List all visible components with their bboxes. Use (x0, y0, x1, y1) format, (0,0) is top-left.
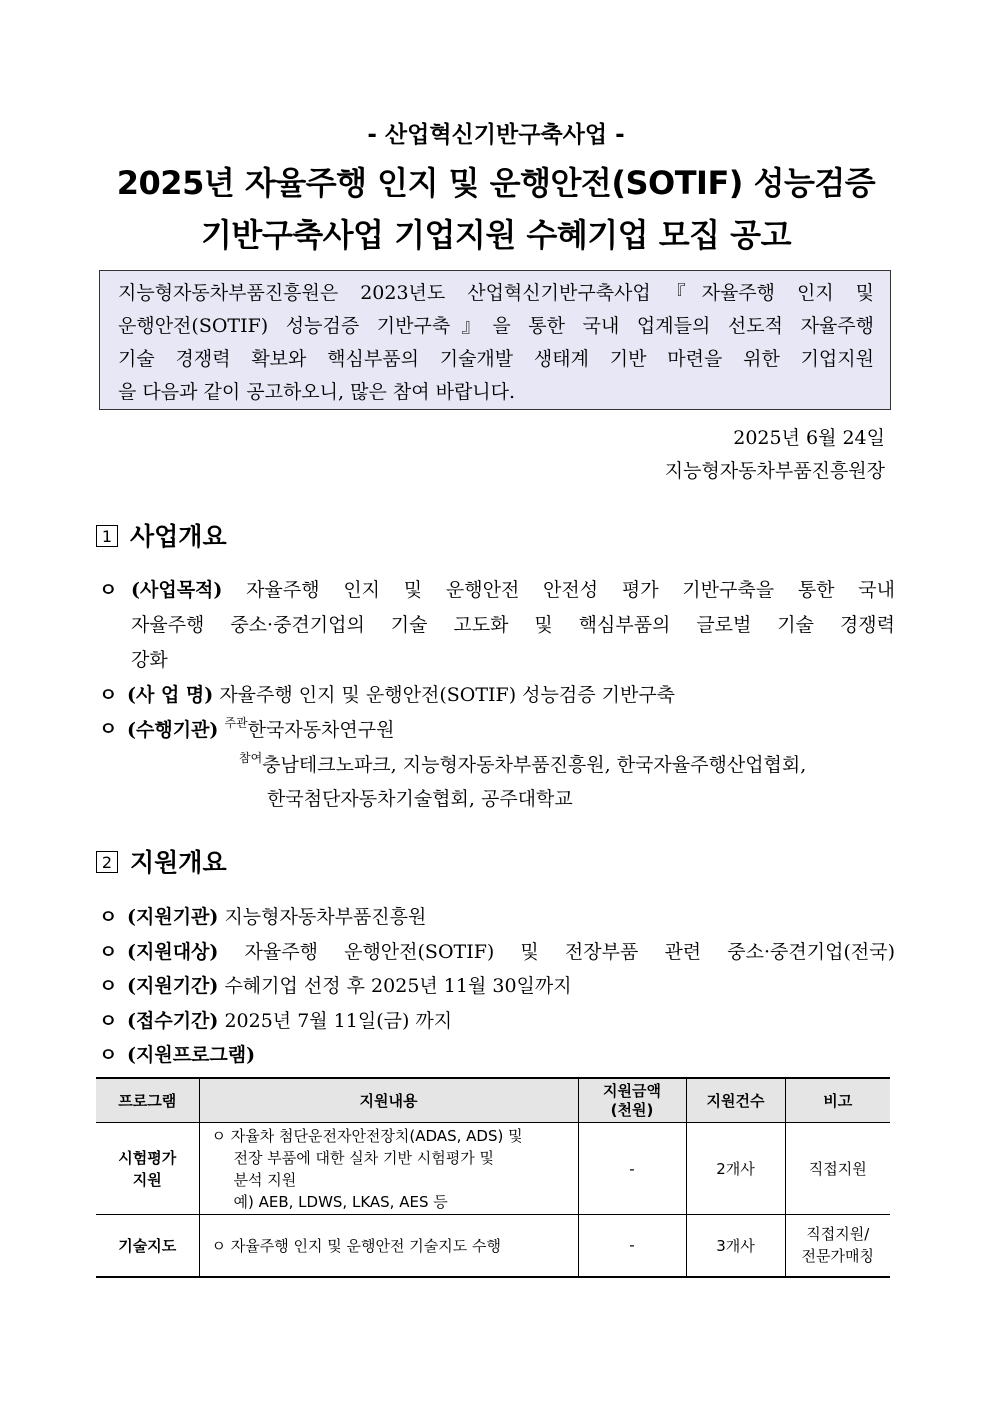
description-line: 예) AEB, LDWS, LKAS, AES 등 (233, 1192, 448, 1211)
cell-note (785, 1215, 890, 1277)
cell-note: 직접지원 (785, 1123, 890, 1215)
section-title: 사업개요 (130, 522, 227, 551)
note-line: 직접지원/ (806, 1225, 870, 1244)
intro-box (99, 270, 891, 410)
document-subtitle: - 산업혁신기반구축사업 - (367, 122, 625, 148)
purpose-line1 (131, 575, 895, 602)
participant-orgs-line1 (239, 749, 806, 777)
support-agency-row (127, 902, 426, 929)
issuer-name: 지능형자동차부품진흥원장 (664, 460, 885, 482)
executing-org-row (127, 714, 394, 742)
section-number: 1 (96, 525, 118, 547)
header-note: 비고 (785, 1078, 890, 1123)
header-amount-line: 지원금액 (603, 1081, 661, 1100)
support-program-label: (지원프로그램) (127, 1044, 256, 1066)
cell-program: 기술지도 (96, 1215, 199, 1277)
section-title: 지원개요 (130, 848, 227, 877)
support-target-label: (지원대상) (127, 941, 219, 963)
purpose-line3: 강화 (131, 649, 168, 671)
intro-line: 을 다음과 같이 공고하오니, 많은 참여 바랍니다. (118, 381, 516, 403)
bullet-icon: ㅇ (99, 906, 118, 928)
support-period-row (127, 971, 572, 998)
section-heading-2 (96, 843, 227, 879)
bullet-icon: ㅇ (99, 941, 118, 963)
bullet-icon: ㅇ (99, 975, 118, 997)
support-program-row (127, 1040, 255, 1067)
participant-orgs: 충남테크노파크, 지능형자동차부품진흥원, 한국자율주행산업협회, (262, 754, 807, 776)
lead-org-tag: 주관 (224, 716, 248, 730)
cell-description (199, 1123, 578, 1215)
support-agency-value: 지능형자동차부품진흥원 (224, 906, 427, 928)
support-target-row (127, 937, 895, 964)
header-count: 지원건수 (686, 1078, 785, 1123)
cell-count: 2개사 (686, 1123, 785, 1215)
document-title-line2: 기반구축사업 기업지원 수혜기업 모집 공고 (201, 216, 791, 254)
header-amount-line: (천원) (610, 1100, 654, 1119)
cell-program (96, 1123, 199, 1215)
executing-org-label: (수행기관) (127, 719, 219, 741)
bullet-icon: ㅇ (99, 1044, 118, 1066)
description-line: ㅇ 자율주행 인지 및 운행안전 기술지도 수행 (211, 1236, 501, 1255)
application-period-row (127, 1006, 452, 1033)
section-heading-1 (96, 517, 227, 553)
purpose-line2: 자율주행 중소·중견기업의 기술 고도화 및 핵심부품의 글로벌 기술 경쟁력 (131, 614, 895, 636)
announcement-date: 2025년 6월 24일 (733, 427, 885, 449)
bullet-icon: ㅇ (99, 684, 118, 706)
support-period-value: 수혜기업 선정 후 2025년 11월 30일까지 (224, 975, 572, 997)
program-name-line: 시험평가 (118, 1148, 177, 1167)
bullet-icon: ㅇ (99, 579, 118, 601)
support-target-value: 자율주행 운행안전(SOTIF) 및 전장부품 관련 중소·중견기업(전국) (244, 941, 895, 963)
intro-line: 기술 경쟁력 확보와 핵심부품의 기술개발 생태계 기반 마련을 위한 기업지원 (118, 348, 874, 370)
cell-count: 3개사 (686, 1215, 785, 1277)
purpose-label: (사업목적) (131, 579, 223, 601)
application-period-value: 2025년 7월 11일(금) 까지 (224, 1010, 453, 1032)
description-line: 전장 부품에 대한 실차 기반 시험평가 및 (233, 1148, 494, 1167)
support-period-label: (지원기간) (127, 975, 219, 997)
header-amount (578, 1078, 686, 1123)
document-title-line1: 2025년 자율주행 인지 및 운행안전(SOTIF) 성능검증 (116, 164, 876, 202)
participant-orgs-line2: 한국첨단자동차기술협회, 공주대학교 (267, 788, 573, 810)
project-name-row (127, 680, 675, 707)
cell-amount: - (578, 1215, 686, 1277)
note-line: 전문가매칭 (801, 1247, 874, 1266)
description-line: 분석 지원 (233, 1170, 297, 1189)
bullet-icon: ㅇ (99, 1010, 118, 1032)
project-name-label: (사 업 명) (127, 684, 214, 706)
cell-amount: - (578, 1123, 686, 1215)
section-number: 2 (96, 851, 118, 873)
table-header-row (96, 1078, 890, 1123)
description-line: ㅇ 자율차 첨단운전자안전장치(ADAS, ADS) 및 (211, 1126, 523, 1145)
bullet-icon: ㅇ (99, 718, 118, 740)
table-row (96, 1123, 890, 1215)
program-table (96, 1077, 890, 1278)
application-period-label: (접수기간) (127, 1010, 219, 1032)
project-name-value: 자율주행 인지 및 운행안전(SOTIF) 성능검증 기반구축 (219, 684, 676, 706)
participant-tag: 참여 (239, 751, 263, 765)
header-program: 프로그램 (96, 1078, 199, 1123)
table-row (96, 1215, 890, 1277)
intro-line: 운행안전(SOTIF) 성능검증 기반구축』을 통한 국내 업계들의 선도적 자율주행 (118, 315, 874, 337)
purpose-value: 자율주행 인지 및 운행안전 안전성 평가 기반구축을 통한 국내 (246, 579, 895, 601)
program-name-line: 지원 (132, 1170, 162, 1189)
support-agency-label: (지원기관) (127, 906, 219, 928)
header-content: 지원내용 (199, 1078, 578, 1123)
intro-line: 지능형자동차부품진흥원은 2023년도 산업혁신기반구축사업『자율주행 인지 및 (118, 282, 874, 304)
header-amount-text (579, 1082, 686, 1120)
cell-description (199, 1215, 578, 1277)
lead-org-value: 한국자동차연구원 (247, 719, 395, 741)
